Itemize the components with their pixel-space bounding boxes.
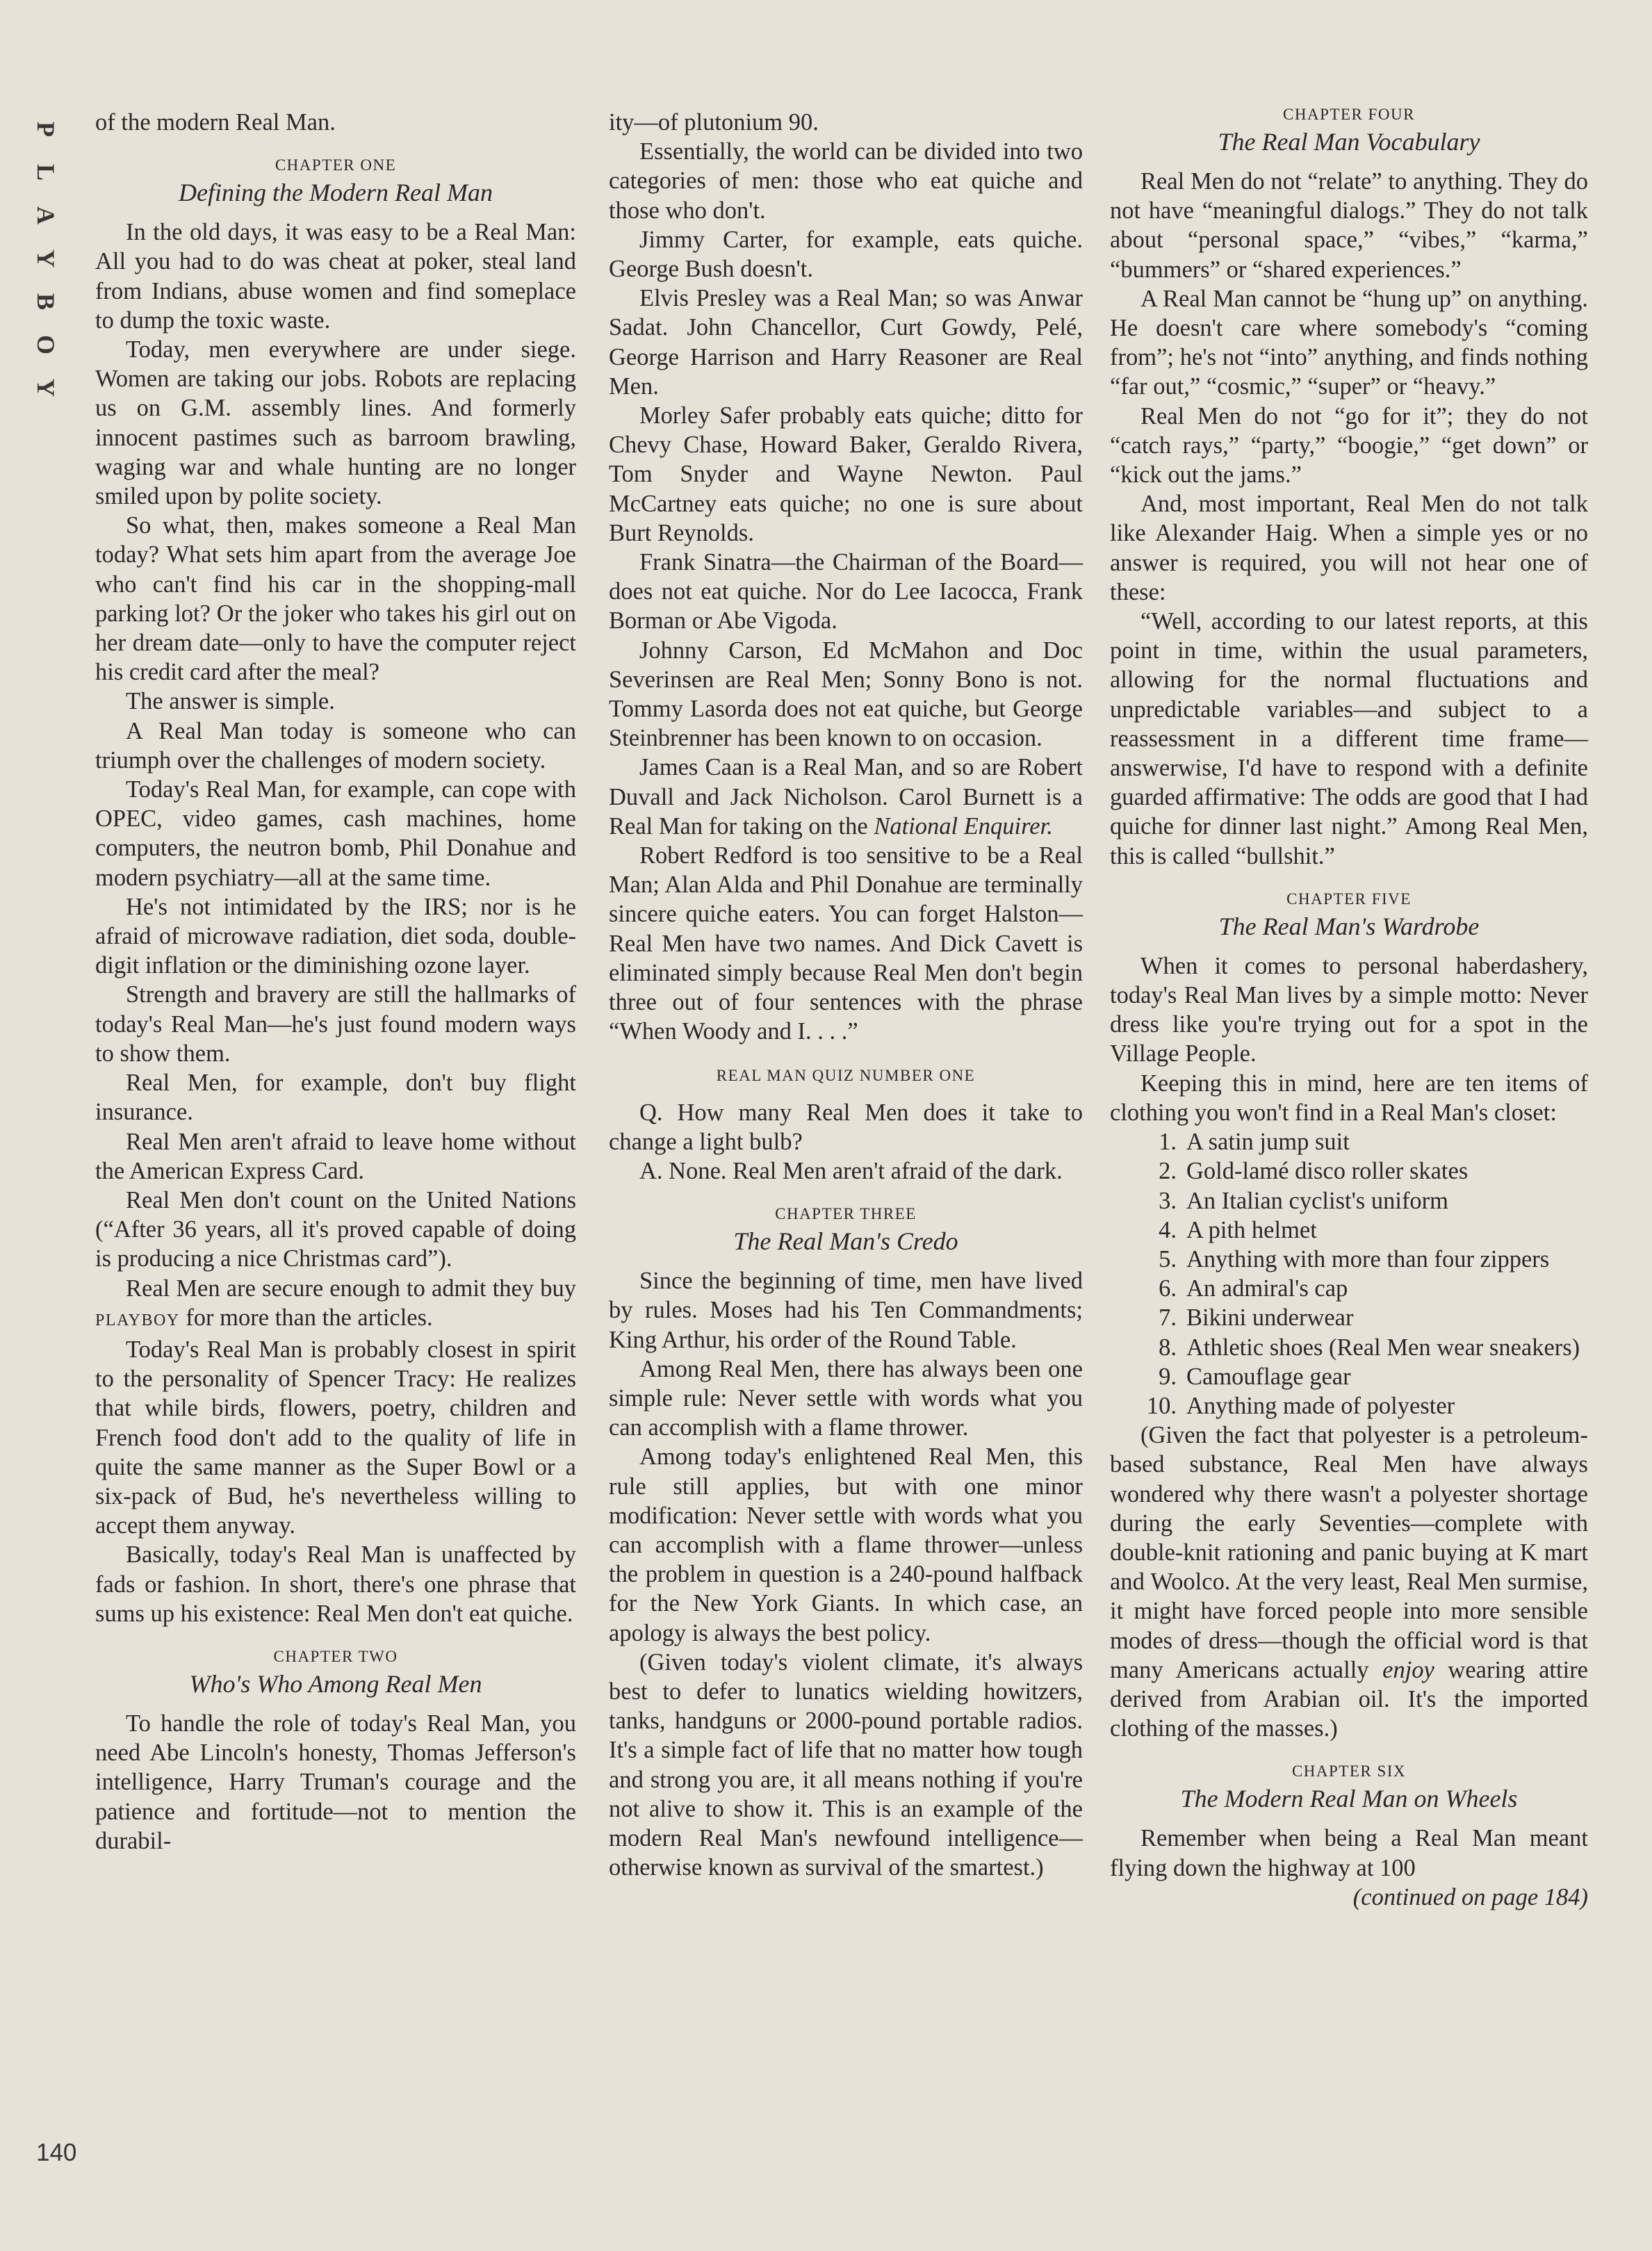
chapter-number: CHAPTER SIX [1291, 1762, 1407, 1781]
brand-letter: O [31, 334, 60, 357]
paragraph: Keeping this in mind, here are ten items of clothing you won't find in a Real Man's closet: [1110, 1070, 1588, 1126]
list-text: Gold-lamé disco roller skates [1186, 1158, 1469, 1185]
paragraph: Johnny Carson, Ed McMahon and Doc Severinsen are Real Men; Sonny Bono is not. Tommy Lasorda does not eat quiche, but George Steinbrenner has been known to on occasion. [609, 637, 1083, 752]
chapter-heading [95, 154, 576, 208]
paragraph: Basically, today's Real Man is unaffected by fads or fashion. In short, there's one phrase that sums up his existence: Real Men don't eat quiche. [95, 1541, 576, 1627]
paragraph: Real Men aren't afraid to leave home without the American Express Card. [95, 1128, 576, 1184]
list-number: 9. [1159, 1363, 1177, 1390]
paragraph: A Real Man cannot be “hung up” on anything. He doesn't care where somebody's “coming from”; he's not “into” anything, and finds nothing “far out,” “cosmic,” “super” or “heavy.” [1110, 285, 1588, 400]
paragraph: Elvis Presley was a Real Man; so was Anwar Sadat. John Chancellor, Curt Gowdy, Pelé, George Harrison and Harry Reasoner are Real Men. [609, 285, 1083, 400]
chapter-heading [1110, 887, 1588, 942]
brand-letter: Y [32, 249, 60, 269]
paragraph [609, 753, 1083, 841]
paragraph: (Given today's violent climate, it's always best to defer to lunatics wielding howitzers, tanks, handguns or 2000-pound portable radios. It's a simple fact of life that no matter how tough and strong you are, it all means nothing if you're not alive to show it. This is an example of the modern Real Man's newfound intelligence—otherwise known as survival of the smartest.) [609, 1648, 1083, 1881]
paragraph: Essentially, the world can be divided into two categories of men: those who eat quiche and those who don't. [609, 138, 1083, 224]
list-item [1110, 1333, 1588, 1362]
chapter-number: CHAPTER TWO [273, 1647, 398, 1665]
paragraph: of the modern Real Man. [95, 109, 336, 136]
chapter-title: Who's Who Among Real Men [189, 1669, 482, 1698]
paragraph: Since the beginning of time, men have lived by rules. Moses had his Ten Commandments; King Arthur, his order of the Round Table. [609, 1268, 1083, 1353]
paragraph: Morley Safer probably eats quiche; ditto for Chevy Chase, Howard Baker, Geraldo Rivera, Tom Snyder and Wayne Newton. Paul McCartney eats quiche; no one is sure about Burt Reynolds. [609, 402, 1083, 546]
paragraph [95, 1274, 576, 1335]
publication-title: National Enquirer. [874, 812, 1053, 840]
quote-paragraph: “Well, according to our latest reports, at this point in time, within the usual parameters, allowing for the normal fluctuations and unpredictable variables—and subject to a reassessment in a different time frame—answerwise, I'd have to respond with a definite guarded affirmative: The odds are good that I had quiche for dinner last night.” Among Real Men, this is called “bullshit.” [1110, 608, 1588, 869]
paragraph: Frank Sinatra—the Chairman of the Board—does not eat quiche. Nor do Lee Iacocca, Frank Borman or Abe Vigoda. [609, 549, 1083, 635]
paragraph: Real Men don't count on the United Nations (“After 36 years, all it's proved capable of doing is producing a nice Christmas card”). [95, 1186, 576, 1272]
quiz-question: Q. How many Real Men does it take to change a light bulb? [609, 1099, 1083, 1155]
chapter-heading [1110, 1760, 1588, 1814]
chapter-title: The Real Man's Credo [733, 1227, 958, 1256]
text-run: Real Men are secure enough to admit they buy [126, 1275, 576, 1302]
chapter-title: The Modern Real Man on Wheels [1180, 1785, 1518, 1813]
list-text: Bikini underwear [1186, 1304, 1354, 1332]
paragraph: Robert Redford is too sensitive to be a Real Man; Alan Alda and Phil Donahue are terminally sincere quiche eaters. You can forget Halston—Real Men have two names. And Dick Cavett is eliminated simply because Real Men don't begin three out of four sentences with the phrase “When Woody and I. . . .” [609, 842, 1083, 1045]
continued-note: (continued on page 184) [1352, 1883, 1588, 1910]
brand-letter: P [32, 122, 60, 138]
list-text: A satin jump suit [1186, 1129, 1350, 1156]
paragraph: Among today's enlightened Real Men, this rule still applies, but with one minor modification: Never settle with words what you can accomplish with a flame thrower—unless the problem in question is a 240-pound halfback for the New York Giants. In which case, an apology is always the best policy. [609, 1443, 1083, 1646]
list-item [1110, 1274, 1588, 1303]
brand-letter: Y [32, 379, 60, 398]
chapter-title: Defining the Modern Real Man [179, 179, 493, 207]
magazine-name: PLAYBOY [95, 1311, 180, 1329]
paragraph: Real Men, for example, don't buy flight insurance. [95, 1070, 576, 1126]
paragraph: Jimmy Carter, for example, eats quiche. George Bush doesn't. [609, 226, 1083, 283]
paragraph: He's not intimidated by the IRS; nor is he afraid of microwave radiation, diet soda, double-digit inflation or the diminishing ozone layer. [95, 893, 576, 979]
column-3 [1110, 103, 1588, 1912]
text-run: (Given the fact that polyester is a petroleum-based substance, Real Men have always wondered why there wasn't a polyester shortage during the early Seventies—complete with double-knit rationing and panic buying at K mart and Woolco. At the very least, Real Men surmise, it might have forced people into more sensible modes of dress—though the official word is that many Americans actually [1110, 1422, 1588, 1683]
list-item [1110, 1303, 1588, 1332]
list-text: Anything made of polyester [1186, 1392, 1455, 1419]
brand-letter: A [32, 206, 60, 226]
list-item [1110, 1186, 1588, 1215]
column-1 [95, 108, 576, 1856]
paragraph: And, most important, Real Men do not talk like Alexander Haig. When a simple yes or no answer is required, you will not hear one of these: [1110, 491, 1588, 605]
list-item [1110, 1156, 1588, 1186]
list-item [1110, 1362, 1588, 1391]
list-item [1110, 1391, 1588, 1421]
paragraph: Real Men do not “relate” to anything. They do not have “meaningful dialogs.” They do not talk about “personal space,” “vibes,” “karma,” “bummers” or “shared experiences.” [1110, 168, 1588, 283]
chapter-number: CHAPTER FOUR [1283, 106, 1415, 123]
chapter-heading [609, 1202, 1083, 1257]
brand-letter: L [31, 163, 60, 183]
chapter-heading [95, 1645, 576, 1699]
paragraph: Remember when being a Real Man meant flying down the highway at 100 [1110, 1825, 1588, 1881]
list-text: An Italian cyclist's uniform [1186, 1187, 1449, 1214]
page-number: 140 [36, 2139, 77, 2166]
list-number: 5. [1159, 1245, 1177, 1272]
text-run: wearing attire derived from Arabian oil. It's the imported clothing of the masses.) [1110, 1656, 1588, 1742]
list-text: Camouflage gear [1186, 1363, 1351, 1390]
chapter-heading [1110, 103, 1588, 157]
paragraph: Today, men everywhere are under siege. Women are taking our jobs. Robots are replacing us on G.M. assembly lines. And formerly innocent pastimes such as barroom brawling, waging war and whale hunting are no longer smiled upon by polite society. [95, 336, 576, 510]
wardrobe-list [1110, 1127, 1588, 1421]
paragraph: When it comes to personal haberdashery, today's Real Man lives by a simple motto: Never dress like you're trying out for a spot in the Village People. [1110, 952, 1588, 1067]
paragraph: Strength and bravery are still the hallmarks of today's Real Man—he's just found modern ways to show them. [95, 981, 576, 1067]
chapter-number: CHAPTER THREE [775, 1205, 917, 1223]
list-number: 7. [1159, 1304, 1177, 1332]
paragraph: Today's Real Man is probably closest in spirit to the personality of Spencer Tracy: He realizes that while birds, flowers, poetry, children and French food don't add to the quality of life in quite the same manner as the Super Bowl or a six-pack of Bud, he's nevertheless willing to accept them anyway. [95, 1336, 576, 1539]
paragraph: Among Real Men, there has always been one simple rule: Never settle with words what you can accomplish with a flame thrower. [609, 1355, 1083, 1441]
paragraph: ity—of plutonium 90. [609, 109, 819, 136]
list-item [1110, 1245, 1588, 1274]
paragraph: In the old days, it was easy to be a Real Man: All you had to do was cheat at poker, steal land from Indians, abuse women and find someplace to dump the toxic waste. [95, 219, 576, 334]
paragraph: The answer is simple. [126, 688, 335, 715]
list-number: 6. [1159, 1275, 1177, 1302]
paragraph: Real Men do not “go for it”; they do not “catch rays,” “party,” “boogie,” “get down” or “kick out the jams.” [1110, 402, 1588, 489]
vertical-brand [31, 108, 61, 410]
list-number: 3. [1159, 1187, 1177, 1214]
paragraph: So what, then, makes someone a Real Man today? What sets him apart from the average Joe who can't find his car in the shopping-mall parking lot? Or the joker who takes his girl out on her dream date—only to have the computer reject his credit card after the meal? [95, 512, 576, 686]
quiz-heading: REAL MAN QUIZ NUMBER ONE [716, 1066, 976, 1084]
text-run: for more than the articles. [179, 1304, 433, 1331]
text-run: James Caan is a Real Man, and so are Robert Duvall and Jack Nicholson. Carol Burnett is a Real Man for taking on the [609, 754, 1083, 840]
list-number: 10. [1146, 1392, 1177, 1419]
chapter-number: CHAPTER ONE [275, 156, 397, 174]
chapter-title: The Real Man's Wardrobe [1218, 912, 1480, 940]
list-number: 1. [1159, 1129, 1177, 1156]
list-number: 2. [1159, 1158, 1177, 1185]
list-text: Athletic shoes (Real Men wear sneakers) [1186, 1334, 1580, 1361]
chapter-number: CHAPTER FIVE [1286, 890, 1412, 908]
paragraph [1110, 1421, 1588, 1743]
list-item [1110, 1127, 1588, 1156]
list-number: 8. [1159, 1334, 1177, 1361]
chapter-title: The Real Man Vocabulary [1218, 128, 1480, 156]
emphasis: enjoy [1382, 1656, 1434, 1683]
list-text: An admiral's cap [1186, 1275, 1348, 1302]
quiz-answer: A. None. Real Men aren't afraid of the dark. [639, 1157, 1063, 1184]
list-item [1110, 1215, 1588, 1245]
list-number: 4. [1159, 1216, 1177, 1243]
paragraph: To handle the role of today's Real Man, you need Abe Lincoln's honesty, Thomas Jefferson's intelligence, Harry Truman's courage and the patience and fortitude—not to mention the durabil- [95, 1710, 576, 1854]
list-text: Anything with more than four zippers [1186, 1245, 1550, 1272]
paragraph: A Real Man today is someone who can triumph over the challenges of modern society. [95, 717, 576, 773]
list-text: A pith helmet [1186, 1216, 1317, 1243]
brand-letter: B [31, 293, 60, 312]
paragraph: Today's Real Man, for example, can cope with OPEC, video games, cash machines, home computers, the neutron bomb, Phil Donahue and modern psychiatry—all at the same time. [95, 776, 576, 891]
column-2 [609, 108, 1083, 1882]
